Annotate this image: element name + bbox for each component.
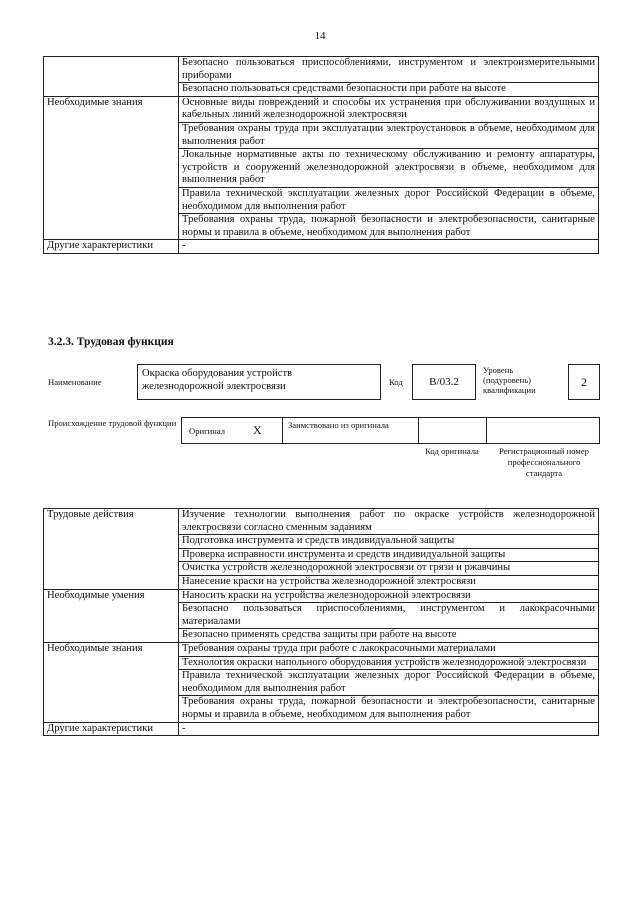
table-cell: Безопасно применять средства защиты при работе на высоте bbox=[179, 629, 599, 643]
row-header: Необходимые знания bbox=[44, 96, 179, 240]
row-header: Необходимые умения bbox=[44, 589, 179, 642]
code-original-cell bbox=[419, 418, 487, 443]
table-row bbox=[44, 240, 599, 254]
origin-strip bbox=[181, 417, 600, 444]
table-cell: Локальные нормативные акты по техническому обслуживанию и ремонту аппаратуры, устройств и сооружений железнодорожной электросвязи в объеме, необходимом для выполнения работ bbox=[179, 149, 599, 188]
table-cell: Требования охраны труда, пожарной безопасности и электробезопасности, санитарные нормы и правила в объеме, необходимом для выполнения работ bbox=[179, 214, 599, 240]
table-row bbox=[44, 96, 599, 122]
table-cell: Технология окраски напольного оборудования устройств железнодорожной электросвязи bbox=[179, 656, 599, 670]
table-cell: Безопасно пользоваться средствами безопасности при работе на высоте bbox=[179, 83, 599, 97]
table-cell: Безопасно пользоваться приспособлениями, инструментом и лакокрасочными материалами bbox=[179, 603, 599, 629]
table-row bbox=[44, 57, 599, 83]
code-box: В/03.2 bbox=[412, 364, 476, 400]
table-cell: Требования охраны труда, пожарной безопасности и электробезопасности, санитарные нормы и правила в объеме, необходимом для выполнения работ bbox=[179, 696, 599, 722]
reg-number-caption: Регистрационный номер профессионального стандарта bbox=[499, 446, 589, 478]
origin-option-cell bbox=[182, 418, 283, 443]
table-cell: - bbox=[179, 722, 599, 736]
table-cell: Наносить краски на устройства железнодорожной электросвязи bbox=[179, 589, 599, 603]
level-box: 2 bbox=[568, 364, 600, 400]
table-cell: Требования охраны труда при эксплуатации электроустановок в объеме, необходимом для выполнения работ bbox=[179, 122, 599, 148]
table-cell: - bbox=[179, 240, 599, 254]
table-row bbox=[44, 722, 599, 736]
origin-mark: X bbox=[253, 423, 262, 437]
table-cell: Правила технической эксплуатации железных дорог Российской Федерации в объеме, необходимом для выполнения работ bbox=[179, 670, 599, 696]
origin-option-label: Оригинал bbox=[189, 426, 226, 436]
code-original-caption: Код оригинала bbox=[425, 446, 479, 456]
table-cell: Проверка исправности инструмента и средств индивидуальной защиты bbox=[179, 548, 599, 562]
table-cell: Правила технической эксплуатации железных дорог Российской Федерации в объеме, необходимом для выполнения работ bbox=[179, 187, 599, 213]
borrowed-cell bbox=[283, 418, 419, 443]
page-number: 14 bbox=[314, 30, 326, 42]
row-header: Другие характеристики bbox=[44, 722, 179, 736]
table-cell: Изучение технологии выполнения работ по окраске устройств железнодорожной электросвязи согласно сменным заданиям bbox=[179, 509, 599, 535]
code-label: Код bbox=[389, 377, 403, 387]
origin-label: Происхождение трудовой функции bbox=[48, 418, 177, 428]
row-header bbox=[44, 57, 179, 97]
table-cell: Требования охраны труда при работе с лакокрасочными материалами bbox=[179, 642, 599, 656]
section-title: 3.2.3. Трудовая функция bbox=[48, 336, 174, 348]
table-cell: Очистка устройств железнодорожной электросвязи от грязи и ржавчины bbox=[179, 562, 599, 576]
reg-number-cell bbox=[487, 418, 599, 443]
table-cell: Основные виды повреждений и способы их устранения при обслуживании воздушных и кабельных линий железнодорожной электросвязи bbox=[179, 96, 599, 122]
row-header: Трудовые действия bbox=[44, 509, 179, 590]
name-label: Наименование bbox=[48, 377, 102, 387]
table-row bbox=[44, 589, 599, 603]
requirements-table-bottom bbox=[43, 508, 599, 736]
table-cell: Подготовка инструмента и средств индивидуальной защиты bbox=[179, 535, 599, 549]
function-name-box: Окраска оборудования устройств железнодорожной электросвязи bbox=[137, 364, 381, 400]
table-cell: Нанесение краски на устройства железнодорожной электросвязи bbox=[179, 575, 599, 589]
row-header: Другие характеристики bbox=[44, 240, 179, 254]
table-row bbox=[44, 642, 599, 656]
level-label: Уровень (подуровень) квалификации bbox=[483, 365, 536, 395]
table-cell: Безопасно пользоваться приспособлениями, инструментом и электроизмерительными приборами bbox=[179, 57, 599, 83]
borrowed-label: Заимствовано из оригинала bbox=[288, 420, 389, 430]
table-row bbox=[44, 509, 599, 535]
row-header: Необходимые знания bbox=[44, 642, 179, 722]
requirements-table-top bbox=[43, 56, 599, 254]
